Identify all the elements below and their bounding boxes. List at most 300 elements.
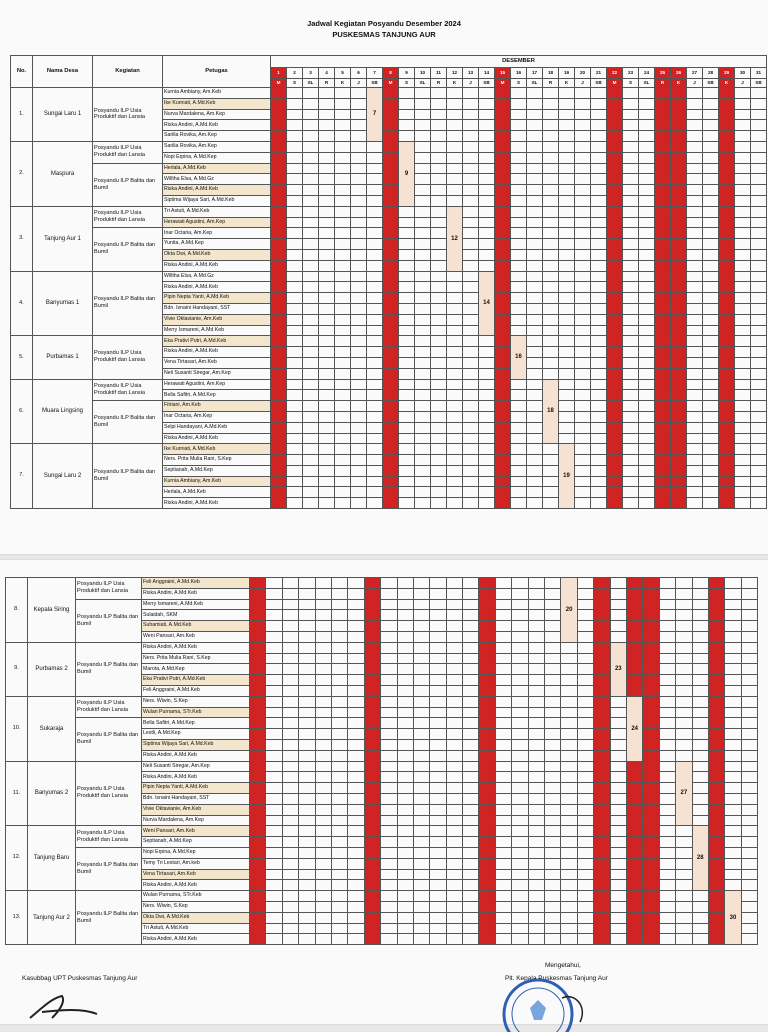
calendar-cell — [591, 217, 607, 228]
calendar-cell — [335, 88, 351, 99]
calendar-cell — [676, 826, 692, 837]
calendar-cell — [687, 174, 703, 185]
activity-type: Posyandu ILP Balita dan Bumil — [93, 228, 163, 271]
calendar-cell — [351, 239, 367, 250]
calendar-cell — [543, 314, 559, 325]
calendar-cell — [527, 498, 543, 509]
calendar-cell — [463, 631, 479, 642]
calendar-cell — [511, 487, 527, 498]
calendar-cell — [303, 444, 319, 455]
calendar-cell — [561, 837, 577, 848]
calendar-cell — [561, 880, 577, 891]
calendar-cell — [431, 249, 447, 260]
calendar-cell — [545, 815, 561, 826]
calendar-cell — [623, 357, 639, 368]
calendar-cell — [446, 772, 462, 783]
calendar-cell — [639, 174, 655, 185]
calendar-cell — [399, 217, 415, 228]
calendar-cell — [331, 847, 347, 858]
calendar-cell — [610, 912, 626, 923]
calendar-cell — [751, 163, 767, 174]
calendar-cell — [430, 707, 446, 718]
day-number-5: 5 — [335, 68, 351, 79]
activity-type: Posyandu ILP Usia Produktif dan Lansia — [93, 336, 163, 379]
calendar-cell — [559, 271, 575, 282]
calendar-cell — [383, 357, 399, 368]
calendar-cell — [708, 772, 724, 783]
calendar-cell — [364, 923, 380, 934]
calendar-cell — [250, 610, 266, 621]
calendar-cell — [348, 912, 364, 923]
staff-name: Neli Susanti Siregar, Am.Kep — [142, 761, 250, 772]
calendar-cell — [527, 433, 543, 444]
calendar-cell — [364, 912, 380, 923]
calendar-cell — [266, 901, 282, 912]
calendar-cell — [591, 325, 607, 336]
calendar-cell — [655, 271, 671, 282]
staff-name: Riska Andini, A.Md.Keb — [142, 750, 250, 761]
calendar-cell — [512, 707, 528, 718]
calendar-cell — [703, 228, 719, 239]
calendar-cell — [383, 487, 399, 498]
calendar-cell — [446, 750, 462, 761]
calendar-cell — [575, 303, 591, 314]
calendar-cell — [479, 783, 495, 794]
calendar-cell — [431, 347, 447, 358]
calendar-cell — [559, 88, 575, 99]
calendar-cell — [299, 858, 315, 869]
calendar-cell — [591, 120, 607, 131]
calendar-cell — [331, 772, 347, 783]
calendar-cell — [431, 109, 447, 120]
calendar-cell — [527, 336, 543, 347]
calendar-cell — [643, 815, 659, 826]
activity-type: Posyandu ILP Usia Produktif dan Lansia — [76, 761, 142, 826]
calendar-cell — [413, 783, 429, 794]
calendar-cell — [495, 390, 511, 401]
calendar-cell — [431, 336, 447, 347]
calendar-cell — [399, 260, 415, 271]
calendar-cell — [348, 783, 364, 794]
staff-name: Riska Andini, A.Md.Keb — [163, 260, 271, 271]
calendar-cell — [335, 347, 351, 358]
calendar-cell — [623, 206, 639, 217]
calendar-cell — [383, 163, 399, 174]
calendar-cell — [303, 357, 319, 368]
calendar-cell — [626, 610, 642, 621]
calendar-cell — [741, 696, 757, 707]
calendar-cell — [266, 664, 282, 675]
day-number-10: 10 — [415, 68, 431, 79]
calendar-cell — [479, 675, 495, 686]
calendar-cell — [594, 696, 610, 707]
calendar-cell — [381, 880, 397, 891]
calendar-cell — [512, 847, 528, 858]
calendar-cell — [287, 390, 303, 401]
calendar-cell — [575, 98, 591, 109]
calendar-cell — [351, 163, 367, 174]
calendar-cell — [528, 923, 544, 934]
calendar-cell — [335, 303, 351, 314]
calendar-cell — [479, 578, 495, 589]
calendar-cell — [303, 411, 319, 422]
calendar-cell — [399, 444, 415, 455]
calendar-cell — [561, 685, 577, 696]
calendar-cell — [463, 433, 479, 444]
calendar-cell — [331, 653, 347, 664]
calendar-cell — [511, 152, 527, 163]
calendar-cell — [626, 815, 642, 826]
calendar-cell — [607, 109, 623, 120]
calendar-cell — [751, 476, 767, 487]
calendar-cell — [687, 152, 703, 163]
calendar-cell — [447, 444, 463, 455]
calendar-cell — [545, 837, 561, 848]
calendar-cell — [430, 869, 446, 880]
calendar-cell — [575, 357, 591, 368]
calendar-cell — [639, 476, 655, 487]
calendar-cell — [594, 847, 610, 858]
calendar-cell — [594, 891, 610, 902]
calendar-cell — [610, 588, 626, 599]
calendar-cell — [331, 891, 347, 902]
calendar-cell — [415, 195, 431, 206]
staff-name: Nurva Mardalena, Am.Kep — [142, 815, 250, 826]
row-number: 6. — [11, 379, 33, 444]
calendar-cell — [692, 739, 708, 750]
calendar-cell — [512, 804, 528, 815]
calendar-cell — [415, 228, 431, 239]
calendar-cell — [479, 217, 495, 228]
calendar-cell — [495, 88, 511, 99]
calendar-cell — [282, 578, 298, 589]
calendar-cell — [607, 422, 623, 433]
calendar-cell — [495, 249, 511, 260]
calendar-cell — [687, 465, 703, 476]
calendar-cell — [282, 772, 298, 783]
calendar-cell — [364, 718, 380, 729]
calendar-cell — [703, 379, 719, 390]
calendar-cell — [447, 152, 463, 163]
calendar-cell — [591, 368, 607, 379]
calendar-cell — [735, 379, 751, 390]
calendar-cell — [626, 675, 642, 686]
calendar-cell — [607, 465, 623, 476]
calendar-cell — [266, 804, 282, 815]
calendar-cell — [591, 379, 607, 390]
calendar-cell — [741, 718, 757, 729]
row-number: 11. — [6, 761, 28, 826]
calendar-cell — [399, 379, 415, 390]
calendar-cell — [623, 390, 639, 401]
calendar-cell — [545, 642, 561, 653]
calendar-cell — [282, 858, 298, 869]
calendar-cell — [708, 858, 724, 869]
calendar-cell — [250, 880, 266, 891]
calendar-cell — [348, 750, 364, 761]
calendar-cell — [741, 858, 757, 869]
calendar-cell — [623, 336, 639, 347]
calendar-cell — [639, 152, 655, 163]
calendar-cell — [271, 131, 287, 142]
calendar-cell — [610, 783, 626, 794]
calendar-cell — [561, 718, 577, 729]
calendar-cell — [735, 88, 751, 99]
calendar-cell — [430, 642, 446, 653]
calendar-cell — [577, 923, 593, 934]
calendar-cell — [315, 804, 331, 815]
calendar-cell — [381, 901, 397, 912]
calendar-cell — [383, 228, 399, 239]
calendar-cell — [331, 707, 347, 718]
calendar-cell — [741, 675, 757, 686]
calendar-cell — [447, 325, 463, 336]
calendar-cell — [671, 131, 687, 142]
calendar-cell — [527, 228, 543, 239]
calendar-cell — [655, 195, 671, 206]
calendar-cell — [559, 141, 575, 152]
calendar-cell — [399, 368, 415, 379]
calendar-cell — [545, 891, 561, 902]
calendar-cell — [351, 325, 367, 336]
calendar-cell — [479, 869, 495, 880]
village-name: Maspura — [33, 141, 93, 206]
calendar-cell — [463, 685, 479, 696]
calendar-cell — [282, 599, 298, 610]
calendar-cell — [271, 422, 287, 433]
calendar-cell — [397, 685, 413, 696]
calendar-cell — [659, 631, 675, 642]
calendar-cell — [446, 578, 462, 589]
calendar-cell — [607, 347, 623, 358]
calendar-cell — [364, 642, 380, 653]
calendar-cell — [463, 653, 479, 664]
calendar-cell — [751, 379, 767, 390]
calendar-cell — [676, 923, 692, 934]
calendar-cell — [610, 599, 626, 610]
calendar-cell — [623, 141, 639, 152]
calendar-cell — [431, 303, 447, 314]
calendar-cell — [335, 174, 351, 185]
calendar-cell — [287, 228, 303, 239]
calendar-cell — [299, 826, 315, 837]
calendar-cell — [607, 141, 623, 152]
calendar-cell — [351, 141, 367, 152]
calendar-cell — [575, 411, 591, 422]
calendar-cell — [528, 750, 544, 761]
calendar-cell — [703, 239, 719, 250]
calendar-cell — [511, 249, 527, 260]
calendar-cell — [610, 621, 626, 632]
calendar-cell — [413, 772, 429, 783]
calendar-cell — [383, 314, 399, 325]
calendar-cell — [659, 685, 675, 696]
calendar-cell — [335, 271, 351, 282]
calendar-cell — [271, 487, 287, 498]
calendar-cell — [479, 249, 495, 260]
calendar-cell — [250, 934, 266, 945]
calendar-cell — [463, 804, 479, 815]
calendar-cell — [659, 847, 675, 858]
calendar-cell — [643, 880, 659, 891]
calendar-cell — [671, 293, 687, 304]
calendar-cell — [594, 869, 610, 880]
calendar-cell — [431, 487, 447, 498]
calendar-cell — [591, 347, 607, 358]
table-row — [11, 271, 767, 282]
calendar-cell — [703, 498, 719, 509]
calendar-cell — [446, 696, 462, 707]
calendar-cell — [351, 411, 367, 422]
calendar-cell — [687, 336, 703, 347]
calendar-cell — [348, 696, 364, 707]
calendar-cell — [447, 282, 463, 293]
calendar-cell — [725, 653, 741, 664]
calendar-cell — [676, 837, 692, 848]
calendar-cell — [479, 793, 495, 804]
calendar-cell — [676, 685, 692, 696]
village-name: Purbamas 1 — [33, 336, 93, 379]
calendar-cell — [591, 109, 607, 120]
calendar-cell — [383, 260, 399, 271]
activity-type: Posyandu ILP Usia Produktif dan Lansia — [93, 206, 163, 228]
calendar-cell — [594, 675, 610, 686]
calendar-cell — [331, 739, 347, 750]
calendar-cell — [607, 444, 623, 455]
day-number-11: 11 — [431, 68, 447, 79]
calendar-cell — [383, 271, 399, 282]
calendar-cell — [413, 631, 429, 642]
calendar-cell — [431, 271, 447, 282]
calendar-cell — [364, 685, 380, 696]
calendar-cell — [735, 120, 751, 131]
calendar-cell — [367, 239, 383, 250]
calendar-cell — [594, 610, 610, 621]
calendar-cell — [479, 411, 495, 422]
calendar-cell — [545, 783, 561, 794]
calendar-cell — [413, 599, 429, 610]
calendar-cell — [610, 729, 626, 740]
calendar-cell — [463, 347, 479, 358]
calendar-cell — [623, 260, 639, 271]
calendar-cell — [687, 228, 703, 239]
calendar-cell — [335, 336, 351, 347]
calendar-cell — [446, 599, 462, 610]
calendar-cell — [561, 793, 577, 804]
calendar-cell — [591, 465, 607, 476]
calendar-cell — [623, 303, 639, 314]
calendar-cell — [623, 411, 639, 422]
calendar-cell — [626, 793, 642, 804]
calendar-cell — [626, 685, 642, 696]
calendar-cell — [287, 422, 303, 433]
staff-name: Septianah, A.Md.Kep — [142, 837, 250, 848]
weekday-12: K — [447, 79, 463, 88]
table-row — [6, 642, 758, 653]
calendar-cell — [528, 653, 544, 664]
calendar-cell — [692, 761, 708, 772]
calendar-cell — [703, 217, 719, 228]
calendar-cell — [676, 610, 692, 621]
calendar-cell — [431, 152, 447, 163]
calendar-cell — [543, 239, 559, 250]
calendar-cell — [703, 314, 719, 325]
calendar-cell — [639, 271, 655, 282]
calendar-cell — [607, 401, 623, 412]
calendar-cell — [561, 847, 577, 858]
calendar-cell — [591, 336, 607, 347]
staff-name: Riska Andini, A.Md.Keb — [142, 642, 250, 653]
calendar-cell — [527, 239, 543, 250]
calendar-cell — [511, 390, 527, 401]
calendar-cell — [607, 174, 623, 185]
calendar-cell — [446, 664, 462, 675]
calendar-cell — [446, 653, 462, 664]
table-row — [6, 891, 758, 902]
calendar-cell — [446, 847, 462, 858]
calendar-cell — [331, 761, 347, 772]
calendar-cell — [512, 934, 528, 945]
calendar-cell — [315, 815, 331, 826]
calendar-cell — [511, 401, 527, 412]
calendar-cell — [575, 465, 591, 476]
calendar-cell — [687, 195, 703, 206]
calendar-cell — [364, 750, 380, 761]
calendar-cell — [319, 433, 335, 444]
calendar-cell — [751, 444, 767, 455]
calendar-cell — [687, 401, 703, 412]
calendar-cell — [431, 401, 447, 412]
calendar-cell — [348, 642, 364, 653]
calendar-cell — [751, 487, 767, 498]
calendar-cell — [751, 271, 767, 282]
calendar-cell — [430, 772, 446, 783]
calendar-cell — [594, 793, 610, 804]
calendar-cell — [561, 675, 577, 686]
calendar-cell — [512, 729, 528, 740]
calendar-cell — [383, 98, 399, 109]
calendar-cell — [447, 336, 463, 347]
calendar-cell — [364, 869, 380, 880]
calendar-cell — [431, 455, 447, 466]
calendar-cell — [528, 826, 544, 837]
weekday-30: J — [735, 79, 751, 88]
calendar-cell — [495, 750, 511, 761]
calendar-cell — [703, 282, 719, 293]
calendar-cell — [413, 685, 429, 696]
calendar-cell — [735, 239, 751, 250]
calendar-cell — [364, 815, 380, 826]
calendar-cell — [415, 174, 431, 185]
calendar-cell — [299, 912, 315, 923]
calendar-cell — [479, 476, 495, 487]
calendar-cell — [287, 260, 303, 271]
weekday-17: SL — [527, 79, 543, 88]
calendar-cell — [413, 739, 429, 750]
calendar-cell — [687, 185, 703, 196]
calendar-cell — [303, 228, 319, 239]
row-number: 12. — [6, 826, 28, 891]
calendar-cell — [543, 271, 559, 282]
calendar-cell — [559, 185, 575, 196]
calendar-cell — [431, 433, 447, 444]
calendar-cell — [626, 653, 642, 664]
calendar-cell — [676, 934, 692, 945]
calendar-cell — [266, 880, 282, 891]
calendar-cell — [399, 88, 415, 99]
calendar-cell — [528, 783, 544, 794]
calendar-cell — [351, 379, 367, 390]
